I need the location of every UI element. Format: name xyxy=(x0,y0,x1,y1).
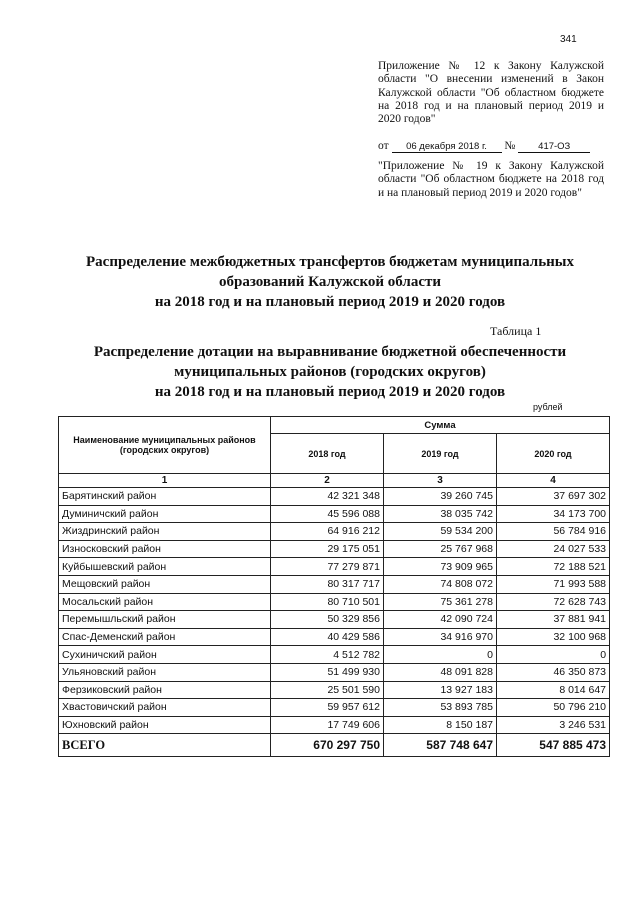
value-2019: 42 090 724 xyxy=(384,611,497,629)
row-name: Износковский район xyxy=(59,540,271,558)
total-label: ВСЕГО xyxy=(59,734,271,757)
column-number: 4 xyxy=(497,474,610,488)
table-row xyxy=(59,716,610,734)
signature-date: 06 декабря 2018 г. xyxy=(392,141,502,153)
value-2018: 4 512 782 xyxy=(271,646,384,664)
value-2019: 8 150 187 xyxy=(384,716,497,734)
column-number-row xyxy=(59,474,610,488)
total-2018: 670 297 750 xyxy=(271,734,384,757)
table-row xyxy=(59,488,610,506)
value-2018: 59 957 612 xyxy=(271,699,384,717)
value-2018: 42 321 348 xyxy=(271,488,384,506)
column-number: 2 xyxy=(271,474,384,488)
value-2020: 46 350 873 xyxy=(497,663,610,681)
header-sum: Сумма xyxy=(271,417,610,434)
value-2019: 39 260 745 xyxy=(384,488,497,506)
value-2019: 25 767 968 xyxy=(384,540,497,558)
value-2018: 45 596 088 xyxy=(271,505,384,523)
value-2020: 3 246 531 xyxy=(497,716,610,734)
value-2018: 40 429 586 xyxy=(271,628,384,646)
value-2020: 32 100 968 xyxy=(497,628,610,646)
appendix-amendment-text: Приложение № 12 к Закону Калужской области "О внесении изменений в Закон Калужской области "Об областном бюджете на 2018 год и на плановый период 2019 и 2020 годов" xyxy=(378,60,604,126)
header-year-2020: 2020 год xyxy=(497,434,610,474)
value-2019: 74 808 072 xyxy=(384,575,497,593)
value-2020: 71 993 588 xyxy=(497,575,610,593)
row-name: Хвастовичский район xyxy=(59,699,271,717)
table-row xyxy=(59,699,610,717)
row-name: Спас-Деменский район xyxy=(59,628,271,646)
table-title xyxy=(40,342,620,402)
table-row xyxy=(59,558,610,576)
law-number: 417-ОЗ xyxy=(518,141,590,153)
appendix-original-text: "Приложение № 19 к Закону Калужской области "Об областном бюджете на 2018 год и на плановый период 2019 и 2020 годов" xyxy=(378,160,604,199)
table-title-line: муниципальных районов (городских округов) xyxy=(174,364,486,380)
value-2020: 24 027 533 xyxy=(497,540,610,558)
table-row xyxy=(59,540,610,558)
value-2018: 50 329 856 xyxy=(271,611,384,629)
table-row xyxy=(59,646,610,664)
table-label: Таблица 1 xyxy=(490,324,542,338)
document-title-line: образований Калужской области xyxy=(218,274,442,290)
header-year-2018: 2018 год xyxy=(271,434,384,474)
table-row xyxy=(59,505,610,523)
table-row xyxy=(59,681,610,699)
table-title-line: на 2018 год и на плановый период 2019 и 2020 годов xyxy=(154,384,506,400)
page-number: 341 xyxy=(560,34,577,45)
row-name: Барятинский район xyxy=(59,488,271,506)
row-name: Жиздринский район xyxy=(59,523,271,541)
table-row xyxy=(59,628,610,646)
row-name: Ульяновский район xyxy=(59,663,271,681)
value-2019: 53 893 785 xyxy=(384,699,497,717)
header-municipality: Наименование муниципальных районов (городских округов) xyxy=(59,417,271,474)
row-name: Мещовский район xyxy=(59,575,271,593)
row-name: Куйбышевский район xyxy=(59,558,271,576)
value-2020: 8 014 647 xyxy=(497,681,610,699)
value-2019: 38 035 742 xyxy=(384,505,497,523)
column-number: 1 xyxy=(59,474,271,488)
number-label: № xyxy=(504,140,516,152)
total-2019: 587 748 647 xyxy=(384,734,497,757)
table-title-line: Распределение дотации на выравнивание бюджетной обеспеченности xyxy=(93,344,567,360)
value-2019: 34 916 970 xyxy=(384,628,497,646)
value-2018: 77 279 871 xyxy=(271,558,384,576)
value-2020: 72 188 521 xyxy=(497,558,610,576)
value-2019: 13 927 183 xyxy=(384,681,497,699)
value-2020: 50 796 210 xyxy=(497,699,610,717)
value-2018: 64 916 212 xyxy=(271,523,384,541)
table-row xyxy=(59,575,610,593)
row-name: Сухиничский район xyxy=(59,646,271,664)
value-2019: 75 361 278 xyxy=(384,593,497,611)
row-name: Перемышльский район xyxy=(59,611,271,629)
column-number: 3 xyxy=(384,474,497,488)
table-row xyxy=(59,663,610,681)
value-2019: 73 909 965 xyxy=(384,558,497,576)
header-year-2019: 2019 год xyxy=(384,434,497,474)
row-name: Ферзиковский район xyxy=(59,681,271,699)
total-2020: 547 885 473 xyxy=(497,734,610,757)
row-name: Думиничский район xyxy=(59,505,271,523)
document-title-line: на 2018 год и на плановый период 2019 и 2020 годов xyxy=(154,294,506,310)
value-2020: 0 xyxy=(497,646,610,664)
table-row xyxy=(59,611,610,629)
value-2018: 51 499 930 xyxy=(271,663,384,681)
value-2018: 29 175 051 xyxy=(271,540,384,558)
document-title xyxy=(40,252,620,312)
document-title-line: Распределение межбюджетных трансфертов бюджетам муниципальных xyxy=(86,254,574,270)
value-2019: 59 534 200 xyxy=(384,523,497,541)
table-row xyxy=(59,523,610,541)
total-row xyxy=(59,734,610,757)
value-2019: 0 xyxy=(384,646,497,664)
value-2020: 37 697 302 xyxy=(497,488,610,506)
value-2018: 17 749 606 xyxy=(271,716,384,734)
value-2020: 56 784 916 xyxy=(497,523,610,541)
value-2018: 80 317 717 xyxy=(271,575,384,593)
row-name: Мосальский район xyxy=(59,593,271,611)
value-2018: 25 501 590 xyxy=(271,681,384,699)
value-2019: 48 091 828 xyxy=(384,663,497,681)
row-name: Юхновский район xyxy=(59,716,271,734)
value-2020: 37 881 941 xyxy=(497,611,610,629)
signature-line xyxy=(378,139,604,153)
value-2020: 72 628 743 xyxy=(497,593,610,611)
value-2020: 34 173 700 xyxy=(497,505,610,523)
value-2018: 80 710 501 xyxy=(271,593,384,611)
from-label: от xyxy=(378,140,389,152)
units-label: рублей xyxy=(533,402,563,412)
subsidy-table xyxy=(58,416,610,757)
table-row xyxy=(59,593,610,611)
